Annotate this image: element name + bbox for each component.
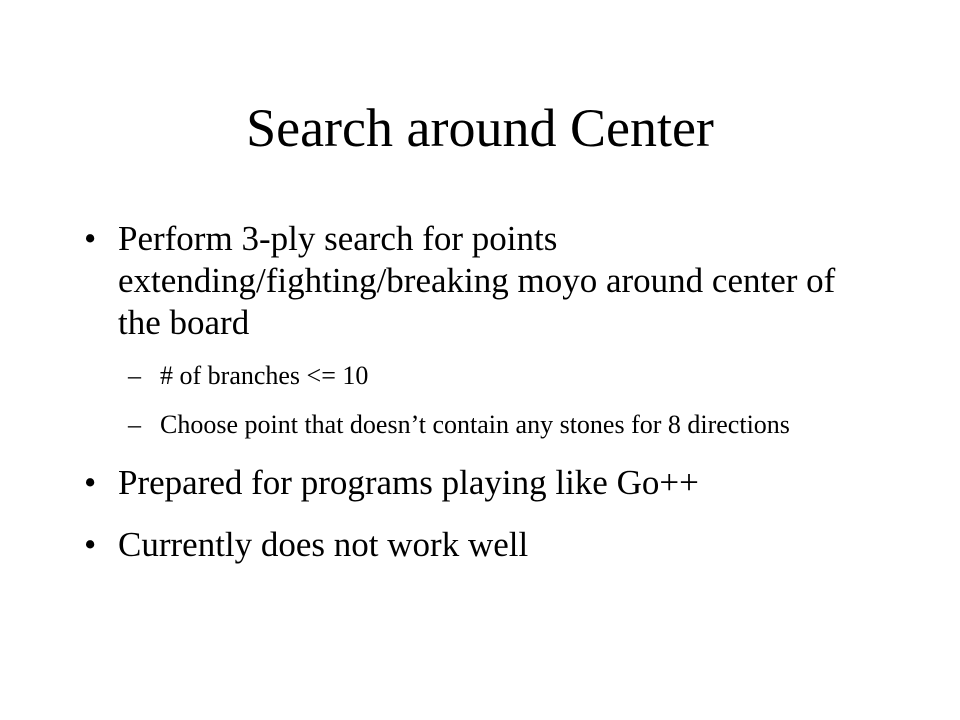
sub-bullet-item <box>84 409 884 440</box>
bullet-text: Currently does not work well <box>118 525 529 564</box>
bullet-item <box>84 462 884 504</box>
bullet-marker: • <box>84 525 97 564</box>
sub-bullet-text: Choose point that doesn’t contain any stones for 8 directions <box>160 410 790 439</box>
bullet-text: Prepared for programs playing like Go++ <box>118 463 699 502</box>
sub-bullet-marker: – <box>128 361 141 390</box>
slide-body <box>84 218 884 566</box>
bullet-marker: • <box>84 463 97 502</box>
sub-bullet-item <box>84 360 884 391</box>
slide-title: Search around Center <box>246 98 714 158</box>
bullet-item <box>84 218 884 344</box>
bullet-marker: • <box>84 219 97 258</box>
sub-bullet-marker: – <box>128 410 141 439</box>
bullet-text: Perform 3-ply search for points extending/fighting/breaking moyo around center of the board <box>118 219 836 342</box>
bullet-item <box>84 524 884 566</box>
sub-bullet-text: # of branches <= 10 <box>160 361 369 390</box>
